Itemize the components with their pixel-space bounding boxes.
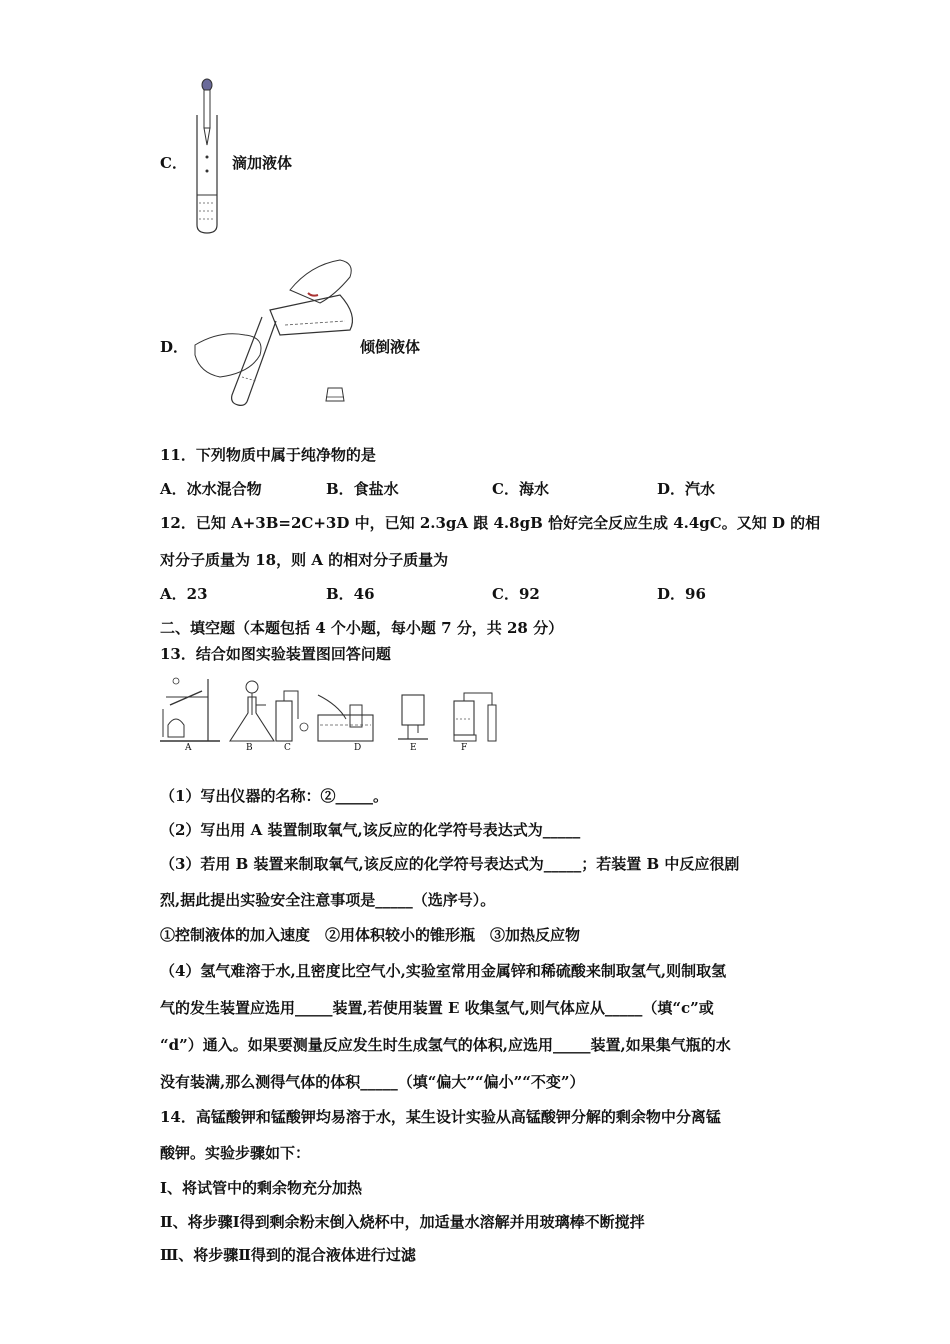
pouring-liquid-figure [190, 255, 360, 410]
q13-part1: （1）写出仪器的名称：②_____。 [160, 787, 388, 805]
q13-part4-line2: 气的发生装置应选用_____装置,若使用装置 E 收集氢气,则气体应从_____（填“c”或 [160, 999, 714, 1017]
apparatus-label-d: D [354, 743, 362, 753]
apparatus-label-c: C [284, 743, 291, 753]
q13-part3-line1: （3）若用 B 装置来制取氧气,该反应的化学符号表达式为_____；若装置 B 中反应很剧 [160, 855, 740, 873]
option-d-label: D． [160, 338, 189, 356]
dropper-test-tube-figure [185, 75, 230, 235]
q13-choices: ①控制液体的加入速度 ②用体积较小的锥形瓶 ③加热反应物 [160, 926, 581, 944]
q11-option-d: D．汽水 [657, 480, 716, 498]
q11-stem: 11．下列物质中属于纯净物的是 [160, 446, 376, 464]
q13-part4-line1: （4）氢气难溶于水,且密度比空气小,实验室常用金属锌和稀硫酸来制取氢气,则制取氢 [160, 962, 727, 980]
q12-stem-line1: 12．已知 A+3B=2C+3D 中，已知 2.3gA 跟 4.8gB 恰好完全反应生成 4.4gC。又知 D 的相 [160, 514, 821, 532]
q11-option-a: A．冰水混合物 [160, 480, 262, 498]
q12-option-c: C．92 [492, 585, 540, 603]
apparatus-label-b: B [246, 743, 253, 753]
apparatus-label-f: F [461, 743, 468, 753]
q13-part4-line4: 没有装满,那么测得气体的体积_____（填“偏大”“偏小”“不变”） [160, 1073, 585, 1091]
q13-part3-line2: 烈,据此提出实验安全注意事项是_____（选序号）。 [160, 891, 496, 909]
section-heading: 二、填空题（本题包括 4 个小题，每小题 7 分，共 28 分） [160, 619, 564, 637]
q11-option-c: C．海水 [492, 480, 549, 498]
q14-step3: Ⅲ、将步骤Ⅱ得到的混合液体进行过滤 [160, 1246, 416, 1264]
q13-part4-line3: “d”）通入。如果要测量反应发生时生成氢气的体积,应选用_____装置,如果集气瓶的水 [160, 1036, 731, 1054]
option-c-text: 滴加液体 [232, 154, 293, 172]
q12-option-b: B．46 [326, 585, 375, 603]
q12-stem-line2: 对分子质量为 18，则 A 的相对分子质量为 [160, 551, 449, 569]
option-d-text: 倾倒液体 [360, 338, 421, 356]
apparatus-figure [158, 675, 508, 755]
apparatus-label-a: A [185, 743, 192, 753]
q14-stem-line2: 酸钾。实验步骤如下： [160, 1144, 311, 1162]
q13-part2: （2）写出用 A 装置制取氧气,该反应的化学符号表达式为_____ [160, 821, 581, 839]
q14-step2: Ⅱ、将步骤Ⅰ得到剩余粉末倒入烧杯中，加适量水溶解并用玻璃棒不断搅拌 [160, 1213, 645, 1231]
q11-option-b: B．食盐水 [326, 480, 399, 498]
q14-step1: Ⅰ、将试管中的剩余物充分加热 [160, 1179, 363, 1197]
option-c-label: C． [160, 154, 187, 172]
apparatus-label-e: E [410, 743, 417, 753]
q12-option-a: A．23 [160, 585, 208, 603]
q13-stem: 13．结合如图实验装置图回答问题 [160, 645, 391, 663]
q12-option-d: D．96 [657, 585, 706, 603]
q14-stem-line1: 14．高锰酸钾和锰酸钾均易溶于水，某生设计实验从高锰酸钾分解的剩余物中分离锰 [160, 1108, 721, 1126]
